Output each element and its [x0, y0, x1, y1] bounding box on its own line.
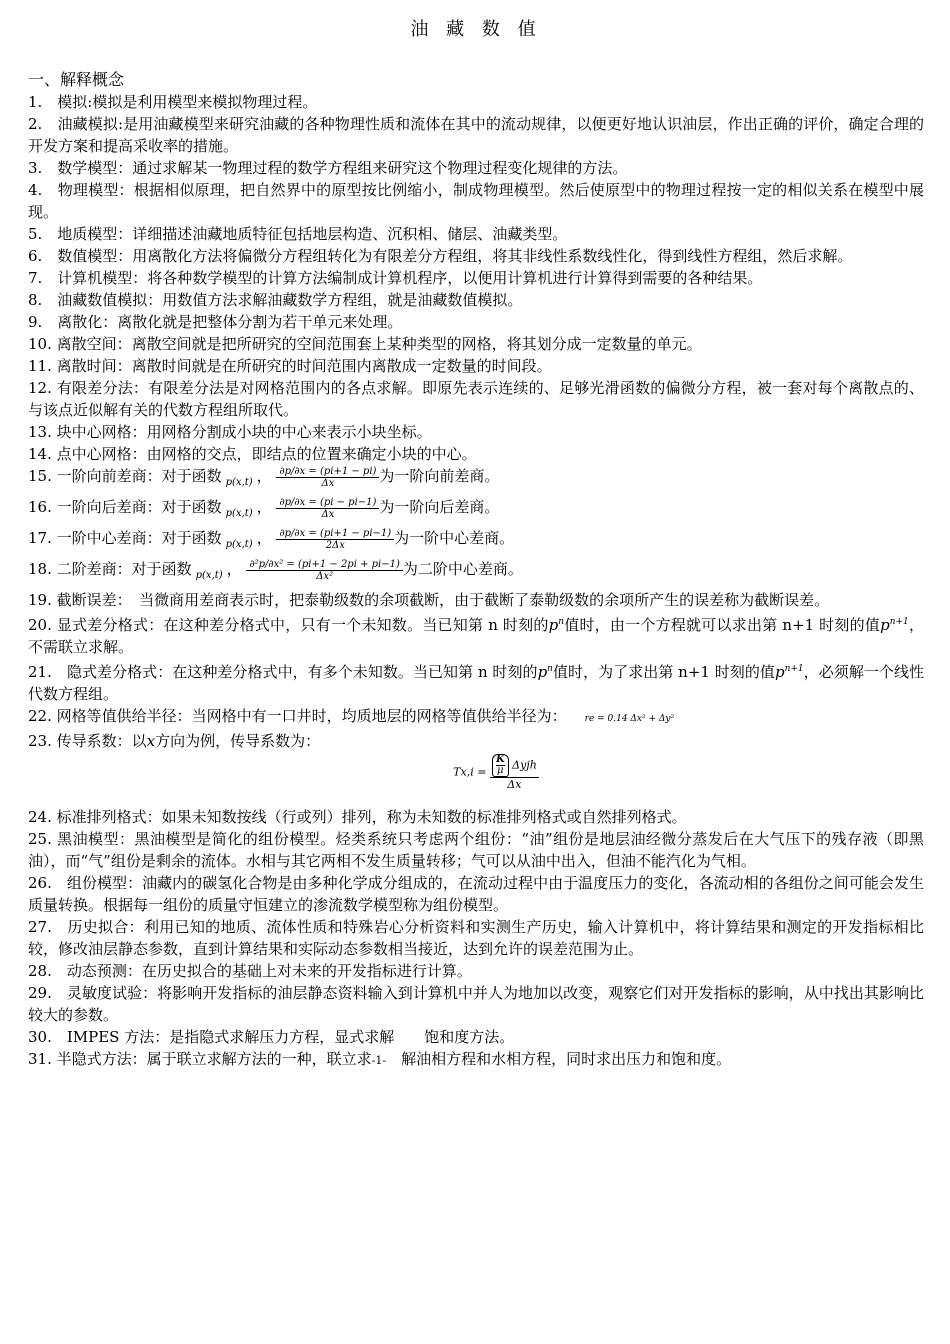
formula-denominator: Δx: [321, 477, 335, 489]
item-suffix: 为二阶中心差商。: [402, 560, 523, 578]
list-item: 30. IMPES 方法：是指隐式求解压力方程，显式求解 饱和度方法。: [28, 1028, 515, 1046]
difference-quotient-list: [28, 465, 924, 589]
list-item: 12. 有限差分法：有限差分法是对网格范围内的各点求解。即原先表示连续的、足够光滑函数的偏微分方程，被一套对每个离散点的、与该点近似解有关的代数方程组所取代。: [28, 379, 924, 419]
list-item: 14. 点中心网格：由网格的交点，即结点的位置来确定小块的中心。: [28, 445, 477, 463]
list-item: 16. 一阶向后差商：对于函数 $_{p(x,t)}$ ， $\frac{\partial p/\partial x = (pi - pi-1)}{\Delta x}$ 为一阶向后差商。: [28, 496, 500, 520]
item-text: 23. 传导系数：以: [28, 732, 147, 750]
pressure-symbol: p: [537, 663, 548, 681]
list-item: 18. 二阶差商：对于函数 $_{p(x,t)}$ ， $\frac{\text{∂²p/∂x² = (pi+1 − 2pi + pi−1)}}{\text{Δx²}}$ 为二阶中心差商。: [28, 558, 523, 582]
difference-formula: [276, 466, 379, 489]
formula-numerator: [490, 754, 539, 778]
pressure-symbol: p: [548, 616, 559, 634]
list-item: 7. 计算机模型：将各种数学模型的计算方法编制成计算机程序，以便用计算机进行计算得到需要的各种结果。: [28, 269, 763, 287]
item-text: 31. 半隐式方法：属于联立求解方法的一种，联立求: [28, 1050, 372, 1068]
item-text: ，必须解一个线性代数方程组。: [28, 663, 924, 703]
list-item: [28, 1048, 924, 1072]
list-item: [28, 658, 924, 705]
function-symbol: p(x,t): [225, 508, 253, 519]
list-item: 19. 截断误差： 当微商用差商表示时，把泰勒级数的余项截断，由于截断了泰勒级数的余项所产生的误差称为截断误差。: [28, 591, 830, 609]
item-text: ，不需联立求解。: [28, 616, 924, 656]
formula-fraction: [490, 754, 539, 791]
mobility-term: [492, 754, 509, 777]
pressure-symbol: p: [774, 663, 785, 681]
document-page: [28, 14, 924, 1334]
page-number: -1-: [371, 1054, 387, 1067]
formula-denominator: Δx²: [316, 570, 334, 582]
formula-block: [453, 754, 539, 791]
list-item: 2. 油藏模拟:是用油藏模型来研究油藏的各种物理性质和流体在其中的流动规律，以便更好地认识油层，作出正确的评价，确定合理的开发方案和提高采收率的措施。: [28, 115, 924, 155]
formula-denominator: Δx: [507, 778, 522, 791]
section-heading: 一、解释概念: [28, 70, 125, 89]
formula-denominator: Δx: [321, 508, 335, 520]
item-prefix: 17. 一阶中心差商：对于函数: [28, 529, 222, 547]
item-prefix: 16. 一阶向后差商：对于函数: [28, 498, 222, 516]
superscript: n+1: [784, 664, 804, 674]
list-item: 17. 一阶中心差商：对于函数 $_{p(x,t)}$ ， $\frac{\partial p/\partial x = (pi+1 - pi-1)}{2\Delta x}$ 为一阶中心差商。: [28, 527, 515, 551]
list-item: 8. 油藏数值模拟：用数值方法求解油藏数学方程组，就是油藏数值模拟。: [28, 291, 523, 309]
function-symbol: p(x,t): [195, 570, 223, 581]
item-prefix: 18. 二阶差商：对于函数: [28, 560, 192, 578]
list-item: 26. 组份模型：油藏内的碳氢化合物是由多种化学成分组成的，在流动过程中由于温度压力的变化，各流动相的各组份之间可能会发生质量转换。根据每一组份的质量守恒建立的渗流数学模型称为组份模型。: [28, 874, 924, 914]
list-item: 4. 物理模型：根据相似原理，把自然界中的原型按比例缩小，制成物理模型。然后使原型中的物理过程按一定的相似关系在模型中展现。: [28, 181, 924, 221]
item-suffix: 为一阶向前差商。: [379, 467, 500, 485]
list-item: 13. 块中心网格：用网格分割成小块的中心来表示小块坐标。: [28, 423, 432, 441]
item-text: 值时，为了求出第 n+1 时刻的值: [552, 663, 775, 681]
item-suffix: 为一阶向后差商。: [379, 498, 500, 516]
list-item: 25. 黑油模型：黑油模型是简化的组份模型。烃类系统只考虑两个组份：“油”组份是地层油经微分蒸发后在大气压下的残存液（即黑油），而“气”组份是剩余的流体。水相与其它两相不发生质量转移；气可以从油中出入，但油不能汽化为气相。: [28, 830, 924, 870]
list-item: 5. 地质模型：详细描述油藏地质特征包括地层构造、沉积相、储层、油藏类型。: [28, 225, 568, 243]
formula-numerator: ∂p/∂x = (pi+1 − pi): [276, 466, 379, 478]
formula-numerator: ∂²p/∂x² = (pi+1 − 2pi + pi−1): [246, 559, 402, 571]
list-item: 29. 灵敏度试验：将影响开发指标的油层静态资料输入到计算机中并人为地加以改变，观察它们对开发指标的影响，从中找出其影响比较大的参数。: [28, 984, 924, 1024]
viscosity-symbol: μ: [497, 765, 504, 776]
formula-lhs: Tx,i =: [453, 765, 487, 779]
formula-denominator: 2Δx: [325, 539, 345, 551]
definition-list-2: [28, 806, 924, 1048]
item-prefix: 15. 一阶向前差商：对于函数: [28, 467, 222, 485]
list-item: 6. 数值模型：用离散化方法将偏微分方程组转化为有限差分方程组，将其非线性系数线性化，得到线性方程组，然后求解。: [28, 247, 853, 265]
difference-formula: [276, 528, 394, 551]
difference-formula: [246, 559, 402, 582]
formula-numerator: ∂p/∂x = (pi+1 − pi−1): [276, 528, 394, 540]
difference-formula: [276, 497, 379, 520]
formula-factor: Δyjh: [512, 758, 537, 772]
item-suffix: 为一阶中心差商。: [394, 529, 515, 547]
list-item: 10. 离散空间：离散空间就是把所研究的空间范围套上某种类型的网格，将其划分成一定数量的单元。: [28, 335, 702, 353]
radius-formula: re = 0.14 Δx² + Δy²: [584, 714, 675, 724]
list-item: 3. 数学模型：通过求解某一物理过程的数学方程组来研究这个物理过程变化规律的方法。: [28, 159, 628, 177]
list-item: 11. 离散时间：离散时间就是在所研究的时间范围内离散成一定数量的时间段。: [28, 357, 552, 375]
permeability-symbol: K: [495, 754, 505, 765]
item-text: 21. 隐式差分格式：在这种差分格式中，有多个未知数。当已知第 n 时刻的: [28, 663, 538, 681]
definition-list-1: [28, 91, 924, 465]
list-item: 15. 一阶向前差商：对于函数 $_{p(x,t)}$ ， $\frac{\partial p/\partial x = (pi+1 - pi)}{\Delta x}$ 为一阶向前差商。: [28, 465, 500, 489]
function-symbol: p(x,t): [225, 477, 253, 488]
superscript: n: [558, 617, 564, 627]
item-text: 方向为例，传导系数为：: [155, 732, 321, 750]
formula-numerator: ∂p/∂x = (pi − pi−1): [276, 497, 379, 509]
transmissibility-formula: [28, 754, 924, 804]
pressure-symbol: p: [880, 616, 890, 634]
item-text: 解油相方程和水相方程，同时求出压力和饱和度。: [386, 1050, 732, 1068]
list-item: 28. 动态预测：在历史拟合的基础上对未来的开发指标进行计算。: [28, 962, 472, 980]
list-item: [28, 705, 924, 730]
page-title: 油 藏 数 值: [410, 19, 542, 40]
list-item: 27. 历史拟合：利用已知的地质、流体性质和特殊岩心分析资料和实测生产历史，输入计算机中，将计算结果和测定的开发指标相比较，修改油层静态参数，直到计算结果和实际动态参数相当接近，达到允许的误差范围为止。: [28, 918, 924, 958]
item-text: 20. 显式差分格式：在这种差分格式中，只有一个未知数。当已知第 n 时刻的: [28, 616, 549, 634]
list-item: 9. 离散化：离散化就是把整体分割为若干单元来处理。: [28, 313, 403, 331]
list-item: 1. 模拟:模拟是利用模型来模拟物理过程。: [28, 93, 318, 111]
list-item: [28, 611, 924, 658]
superscript: n+1: [889, 617, 909, 627]
superscript: n: [547, 664, 553, 674]
item-text: 值时，由一个方程就可以求出第 n+1 时刻的值: [563, 616, 881, 634]
function-symbol: p(x,t): [225, 539, 253, 550]
item-text: 22. 网格等值供给半径：当网格中有一口井时，均质地层的网格等值供给半径为：: [28, 707, 567, 725]
list-item: [28, 730, 924, 752]
axis-symbol: x: [146, 732, 156, 750]
list-item: 24. 标准排列格式：如果未知数按线（行或列）排列，称为未知数的标准排列格式或自然排列格式。: [28, 808, 687, 826]
